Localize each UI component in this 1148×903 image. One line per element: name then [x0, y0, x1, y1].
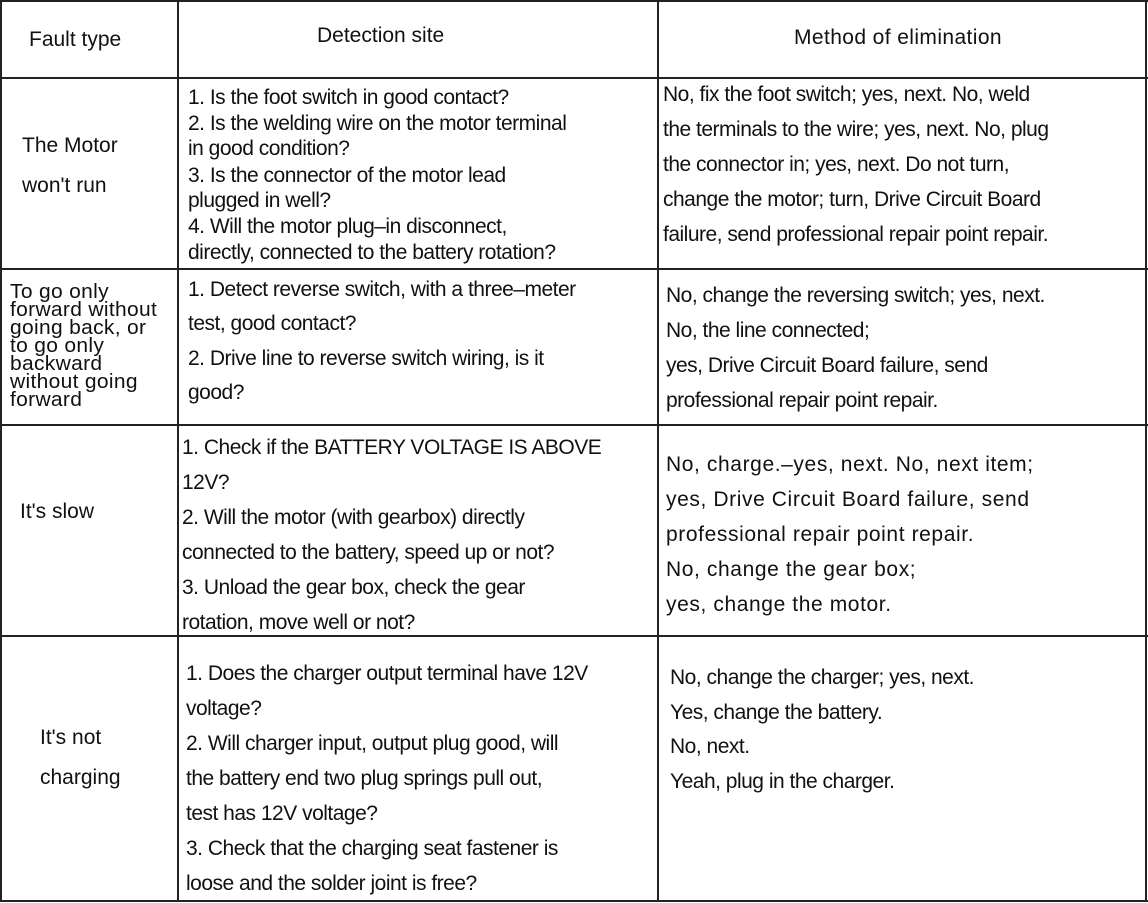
method-line: professional repair point repair. [666, 389, 938, 412]
header-row [0, 0, 1148, 78]
method-line: yes, Drive Circuit Board failure, send [666, 488, 1030, 511]
fault-type-line: charging [40, 766, 121, 789]
detection-line: 2. Drive line to reverse switch wiring, is it [188, 347, 544, 370]
detection-line: 1. Does the charger output terminal have 12V [186, 662, 588, 685]
method-line: yes, change the motor. [666, 593, 892, 616]
detection-line: test, good contact? [188, 312, 356, 335]
detection-line: 2. Is the welding wire on the motor terminal [188, 112, 567, 135]
method-line: No, fix the foot switch; yes, next. No, weld [663, 83, 1030, 106]
method-line: yes, Drive Circuit Board failure, send [666, 354, 988, 377]
detection-line: 1. Is the foot switch in good contact? [188, 86, 509, 109]
detection-line: in good condition? [188, 137, 350, 160]
method-line: No, next. [670, 735, 750, 758]
fault-type-line: going back, or [10, 317, 147, 339]
detection-line: plugged in well? [188, 189, 331, 212]
detection-line: 3. Is the connector of the motor lead [188, 164, 506, 187]
detection-line: test has 12V voltage? [186, 802, 378, 825]
detection-line: good? [188, 381, 244, 404]
detection-line: voltage? [186, 697, 262, 720]
fault-type-line: To go only [10, 281, 109, 303]
method-line: No, change the gear box; [666, 558, 917, 581]
detection-line: 4. Will the motor plug–in disconnect, [188, 215, 507, 238]
method-line: change the motor; turn, Drive Circuit Board [663, 188, 1041, 211]
detection-line: 3. Unload the gear box, check the gear [182, 576, 525, 599]
table-row [0, 269, 1148, 425]
fault-type-line: forward without [10, 299, 158, 321]
method-line: professional repair point repair. [666, 523, 975, 546]
header-detection-site: Detection site [317, 24, 445, 47]
table-row [0, 425, 1148, 636]
fault-type-line: It's not [40, 726, 102, 749]
detection-line: 2. Will charger input, output plug good, will [186, 732, 559, 755]
table-row [0, 636, 1148, 901]
detection-line: 3. Check that the charging seat fastener is [186, 837, 558, 860]
detection-line: loose and the solder joint is free? [186, 872, 477, 895]
method-line: Yes, change the battery. [670, 701, 883, 724]
method-line: No, change the reversing switch; yes, next. [666, 284, 1045, 307]
header-fault-type: Fault type [29, 28, 122, 51]
method-line: No, change the charger; yes, next. [670, 666, 975, 689]
fault-type-line: won't run [22, 174, 107, 197]
method-line: No, the line connected; [666, 319, 870, 342]
detection-line: 1. Check if the BATTERY VOLTAGE IS ABOVE [182, 436, 602, 459]
fault-type-line: It's slow [20, 500, 95, 523]
detection-line: connected to the battery, speed up or not? [182, 541, 555, 564]
fault-type-line: forward [10, 389, 83, 411]
detection-line: directly, connected to the battery rotation? [188, 241, 556, 264]
detection-line: rotation, move well or not? [182, 611, 415, 634]
fault-type-line: backward [10, 353, 103, 375]
method-line: the terminals to the wire; yes, next. No, plug [663, 118, 1049, 141]
method-line: the connector in; yes, next. Do not turn, [663, 153, 1010, 176]
fault-type-line: to go only [10, 335, 105, 357]
table-row [0, 78, 1148, 269]
fault-type-line: without going [10, 371, 138, 393]
method-line: Yeah, plug in the charger. [670, 770, 895, 793]
method-line: No, charge.–yes, next. No, next item; [666, 453, 1034, 476]
detection-line: 12V? [182, 471, 230, 494]
header-method-of-elimination: Method of elimination [794, 26, 1003, 49]
detection-line: the battery end two plug springs pull out, [186, 767, 543, 790]
detection-line: 1. Detect reverse switch, with a three–meter [188, 278, 576, 301]
method-line: failure, send professional repair point repair. [663, 223, 1049, 246]
fault-type-line: The Motor [22, 134, 118, 157]
detection-line: 2. Will the motor (with gearbox) directly [182, 506, 525, 529]
